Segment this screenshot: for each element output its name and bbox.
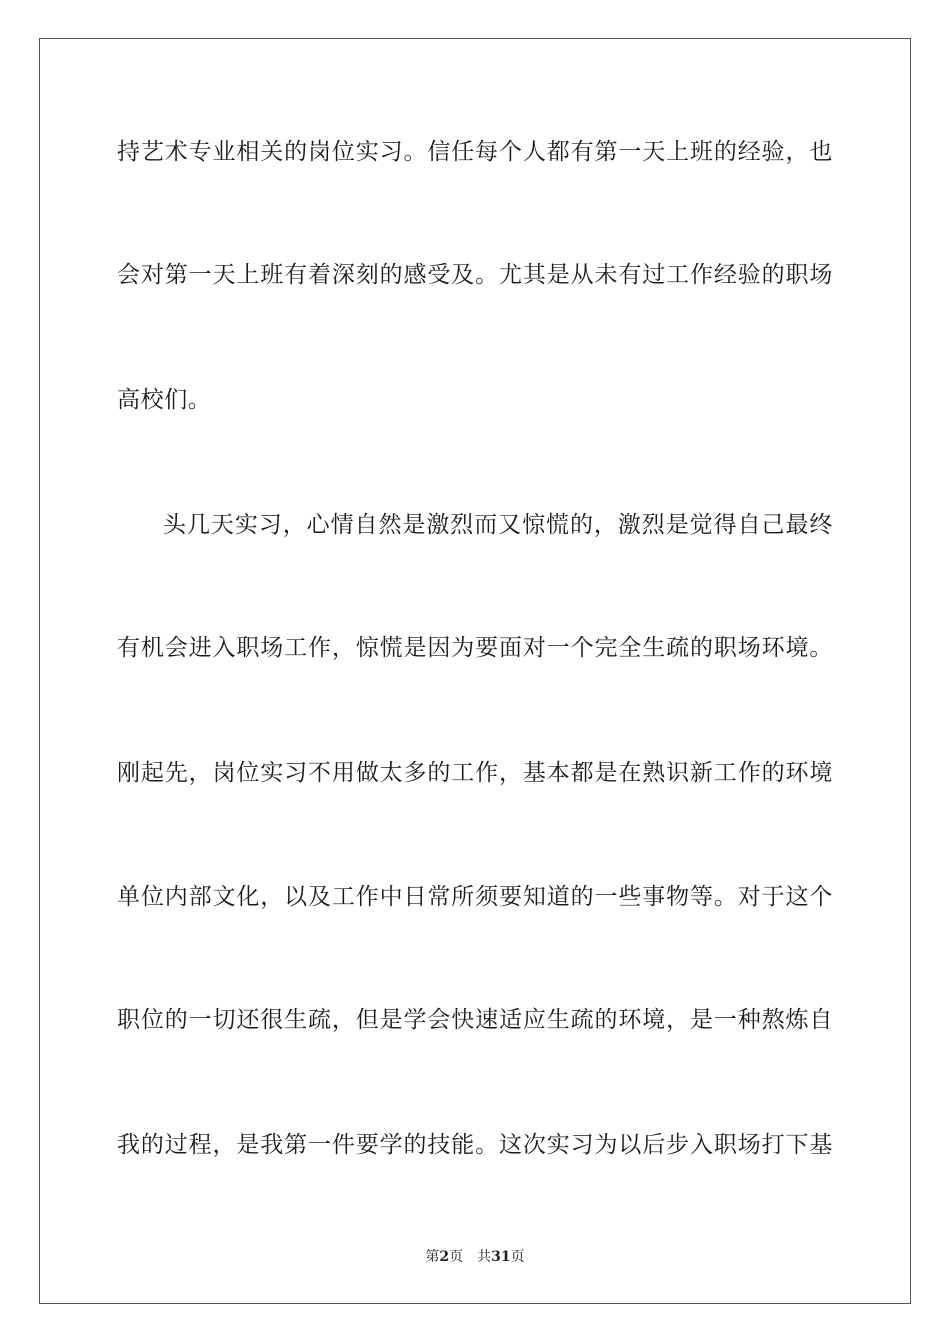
footer-page-number: 2: [439, 1249, 450, 1265]
page-border: [39, 38, 911, 1304]
footer-total-pages: 31: [491, 1249, 511, 1265]
text-line-4: 头几天实习，心情自然是激烈而又惊慌的，激烈是觉得自己最终: [163, 512, 833, 538]
text-line-3: 高校们。: [117, 387, 212, 413]
text-line-5: 有机会进入职场工作，惊慌是因为要面对一个完全生疏的职场环境。: [117, 635, 833, 661]
footer-page-prefix: 第: [425, 1249, 440, 1265]
text-line-6: 刚起先，岗位实习不用做太多的工作，基本都是在熟识新工作的环境: [117, 760, 833, 786]
page-footer: [0, 1248, 950, 1266]
text-line-7: 单位内部文化，以及工作中日常所须要知道的一些事物等。对于这个: [117, 884, 833, 910]
text-line-8: 职位的一切还很生疏，但是学会快速适应生疏的环境，是一种熬炼自: [117, 1007, 833, 1033]
footer-total-prefix: 共: [477, 1249, 492, 1265]
text-line-1: 持艺术专业相关的岗位实习。信任每个人都有第一天上班的经验，也: [117, 139, 833, 165]
footer-page-suffix: 页: [449, 1249, 464, 1265]
text-line-2: 会对第一天上班有着深刻的感受及。尤其是从未有过工作经验的职场: [117, 262, 833, 288]
footer-total-suffix: 页: [510, 1249, 525, 1265]
text-line-9: 我的过程，是我第一件要学的技能。这次实习为以后步入职场打下基: [117, 1132, 833, 1158]
